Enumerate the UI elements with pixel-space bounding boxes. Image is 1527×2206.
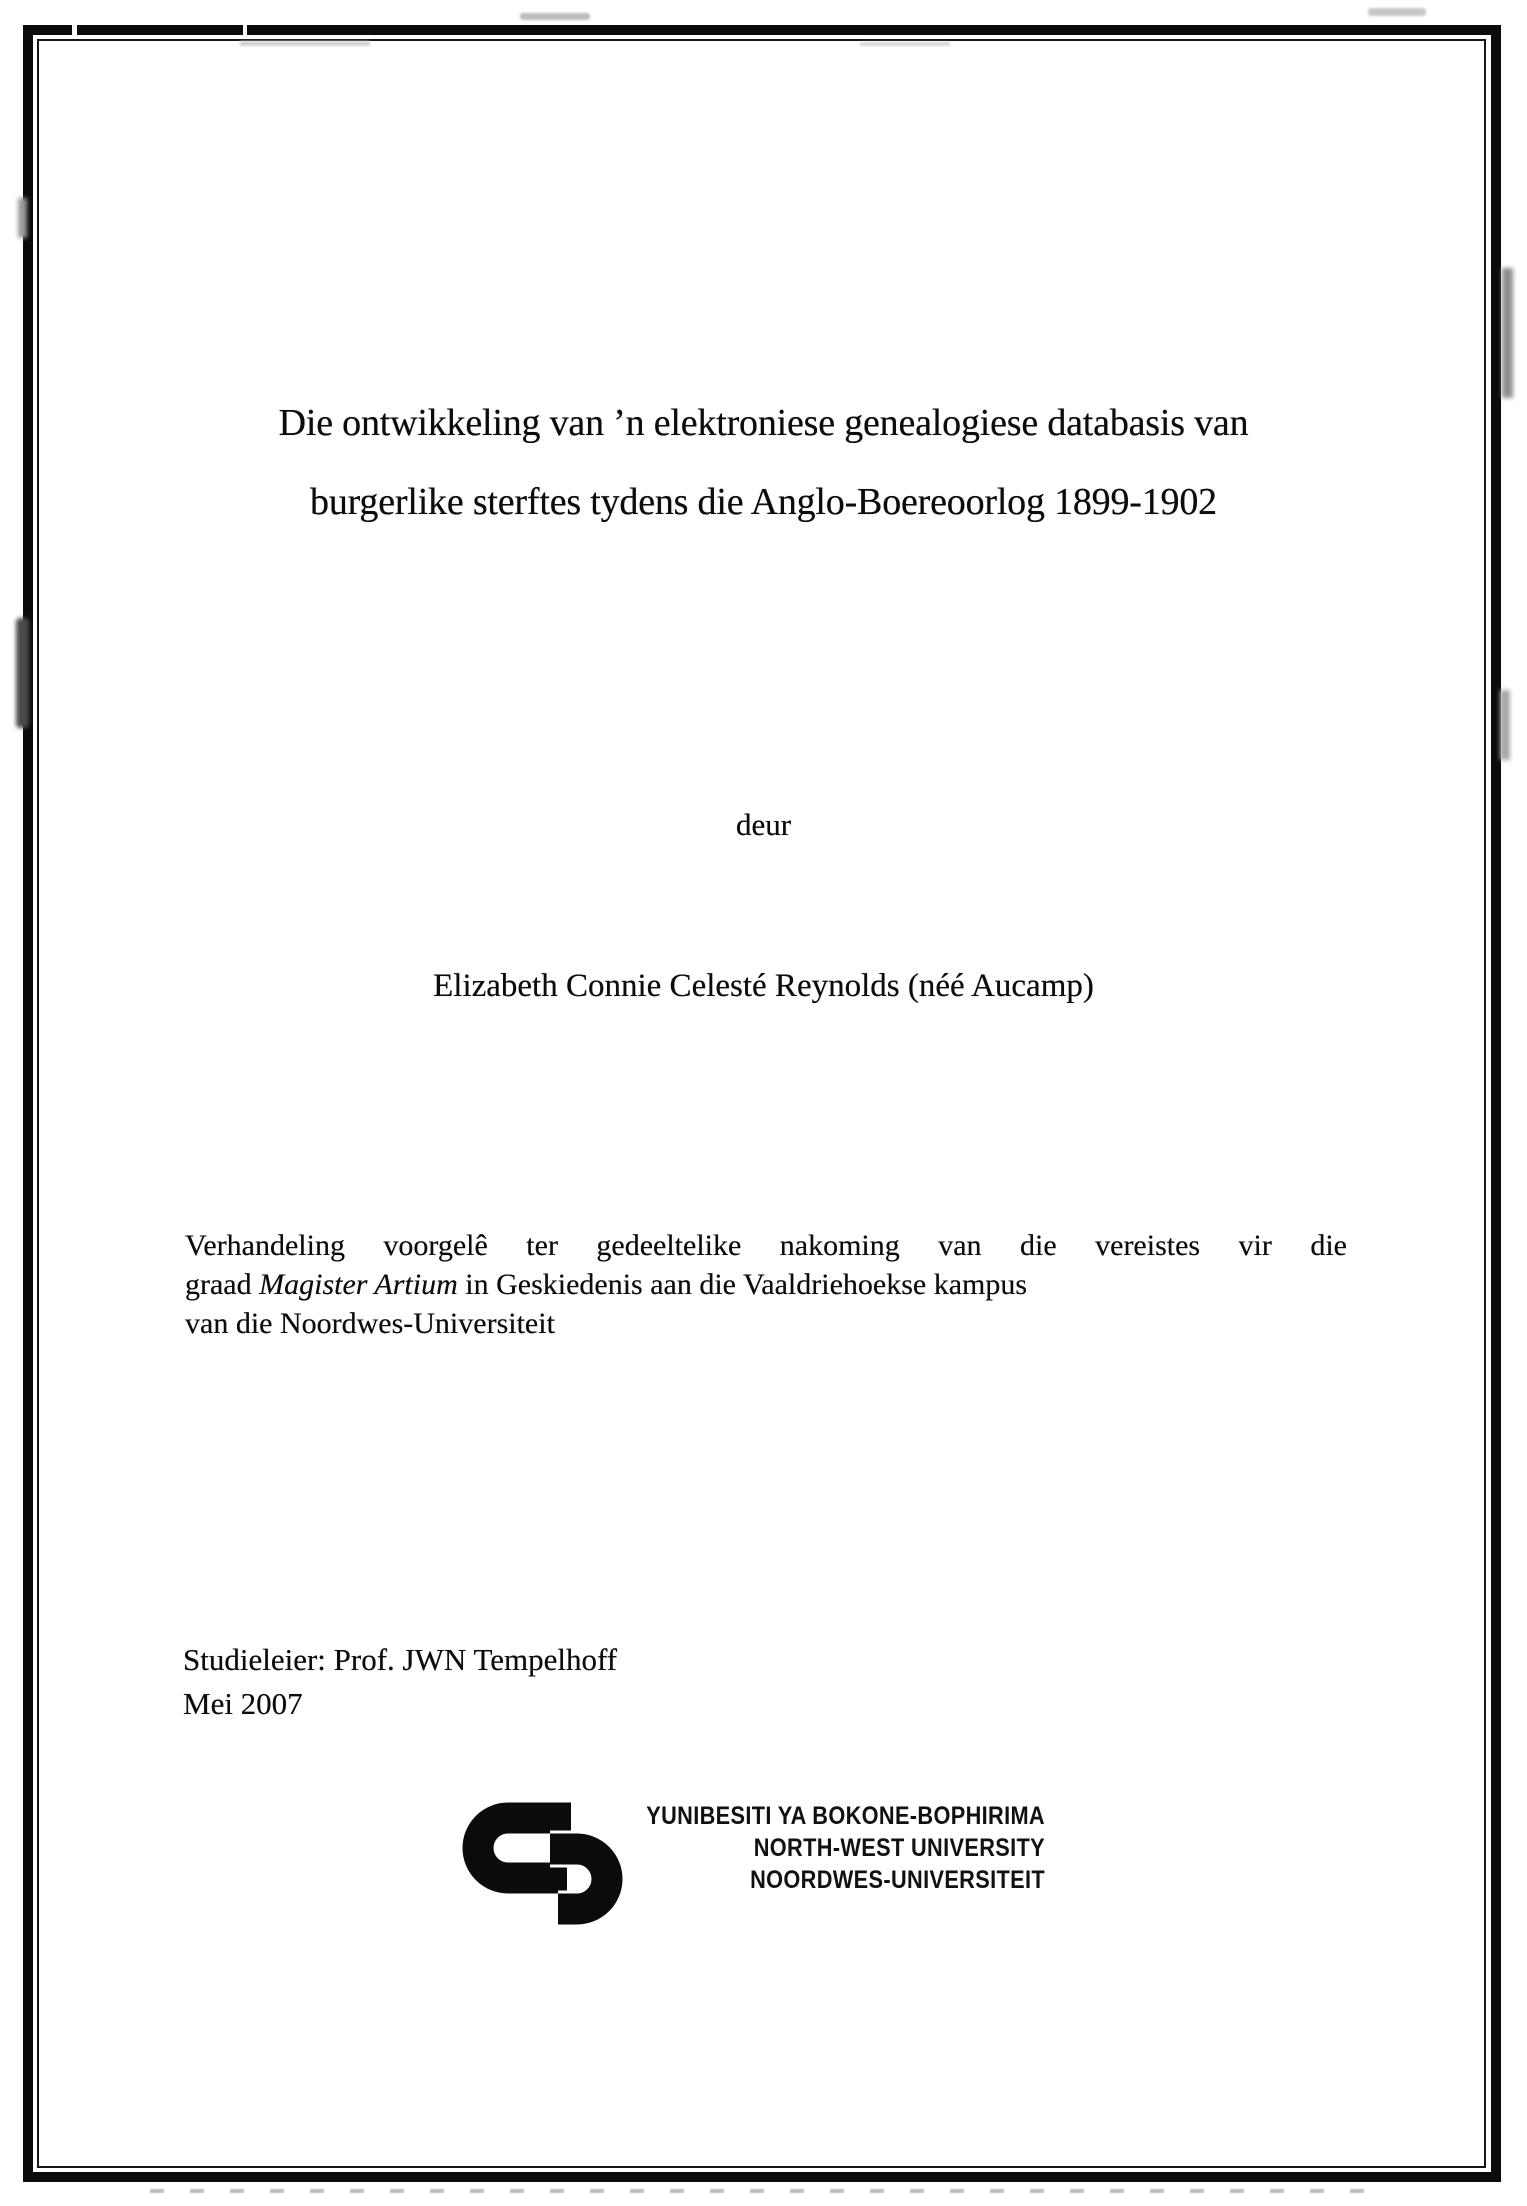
degree-statement bbox=[185, 1226, 1347, 1343]
degree-statement-line-2-pre: graad bbox=[185, 1268, 260, 1301]
university-wordmark bbox=[623, 1800, 1045, 1896]
university-logo-icon bbox=[455, 1789, 627, 1931]
university-name-english: NORTH-WEST UNIVERSITY bbox=[753, 1834, 1045, 1862]
degree-statement-line-2-post: in Geskiedenis aan die Vaaldriehoekse kampus bbox=[457, 1268, 1028, 1301]
thesis-title-line-1: Die ontwikkeling van ’n elektroniese genealogiese databasis van bbox=[278, 402, 1249, 444]
degree-statement-line-3: van die Noordwes-Universiteit bbox=[185, 1307, 555, 1340]
scan-artifact bbox=[520, 13, 590, 20]
scan-artifact bbox=[1502, 268, 1513, 398]
supervisor-line: Studieleier: Prof. JWN Tempelhoff bbox=[183, 1642, 618, 1677]
scan-artifact bbox=[150, 2189, 1390, 2193]
thesis-title bbox=[90, 384, 1437, 542]
degree-name-italic: Magister Artium bbox=[259, 1268, 458, 1301]
author-name: Elizabeth Connie Celesté Reynolds (néé Aucamp) bbox=[433, 968, 1094, 1004]
scan-artifact bbox=[1500, 690, 1510, 760]
degree-statement-line-1: Verhandeling voorgelê ter gedeeltelike nakoming van die vereistes vir die bbox=[185, 1229, 1347, 1262]
byline-deur: deur bbox=[735, 807, 792, 842]
date-line: Mei 2007 bbox=[183, 1686, 303, 1721]
university-name-setswana: YUNIBESITI YA BOKONE-BOPHIRIMA bbox=[646, 1802, 1045, 1830]
degree-statement-line-2 bbox=[185, 1265, 1347, 1304]
supervisor-block bbox=[183, 1638, 617, 1726]
scan-artifact bbox=[1368, 8, 1426, 16]
thesis-title-line-2: burgerlike sterftes tydens die Anglo-Boereoorlog 1899-1902 bbox=[310, 481, 1217, 523]
university-name-afrikaans: NOORDWES-UNIVERSITEIT bbox=[750, 1866, 1045, 1894]
